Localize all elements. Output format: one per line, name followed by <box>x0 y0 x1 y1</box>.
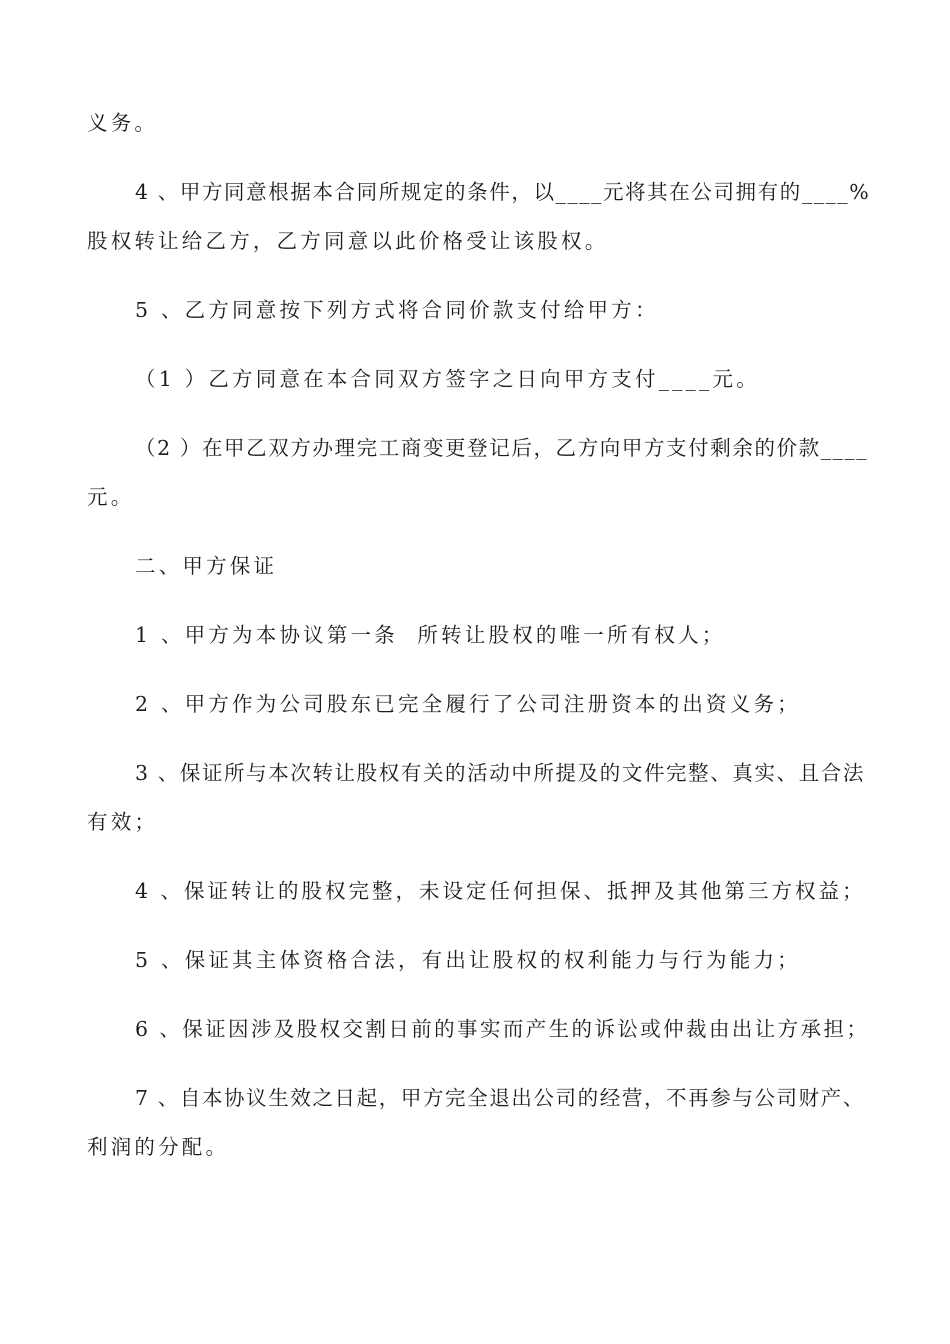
clause-4-line-2: 股权转让给乙方，乙方同意以此价格受让该股权。 <box>87 229 609 253</box>
guarantee-7-line-1: 7 、自本协议生效之日起，甲方完全退出公司的经营，不再参与公司财产、 <box>135 1086 865 1110</box>
guarantee-6-line: 6 、保证因涉及股权交割日前的事实而产生的诉讼或仲裁由出让方承担； <box>135 1017 870 1041</box>
clause-4-line-1: 4 、甲方同意根据本合同所规定的条件，以____元将其在公司拥有的____% <box>135 180 871 204</box>
clause-5-line: 5 、乙方同意按下列方式将合同价款支付给甲方： <box>135 298 659 322</box>
guarantee-4-line: 4 、保证转让的股权完整，未设定任何担保、抵押及其他第三方权益； <box>135 879 866 903</box>
text-line: 义务。 <box>87 111 159 135</box>
guarantee-7-line-2: 利润的分配。 <box>87 1135 230 1159</box>
guarantee-5-line: 5 、保证其主体资格合法，有出让股权的权利能力与行为能力； <box>135 948 801 972</box>
guarantee-3-line-2: 有效； <box>87 810 159 834</box>
guarantee-3-line-1: 3 、保证所与本次转让股权有关的活动中所提及的文件完整、真实、且合法 <box>135 761 865 785</box>
section-heading: 二、甲方保证 <box>135 554 278 578</box>
clause-5-1-line: （1 ）乙方同意在本合同双方签字之日向甲方支付____元。 <box>135 367 760 391</box>
guarantee-1-line: 1 、甲方为本协议第一条 所转让股权的唯一所有权人； <box>135 623 726 647</box>
guarantee-2-line: 2 、甲方作为公司股东已完全履行了公司注册资本的出资义务； <box>135 692 801 716</box>
clause-5-2-line-2: 元。 <box>87 485 135 509</box>
clause-5-2-line-1: （2 ）在甲乙双方办理完工商变更登记后，乙方向甲方支付剩余的价款____ <box>135 436 869 460</box>
